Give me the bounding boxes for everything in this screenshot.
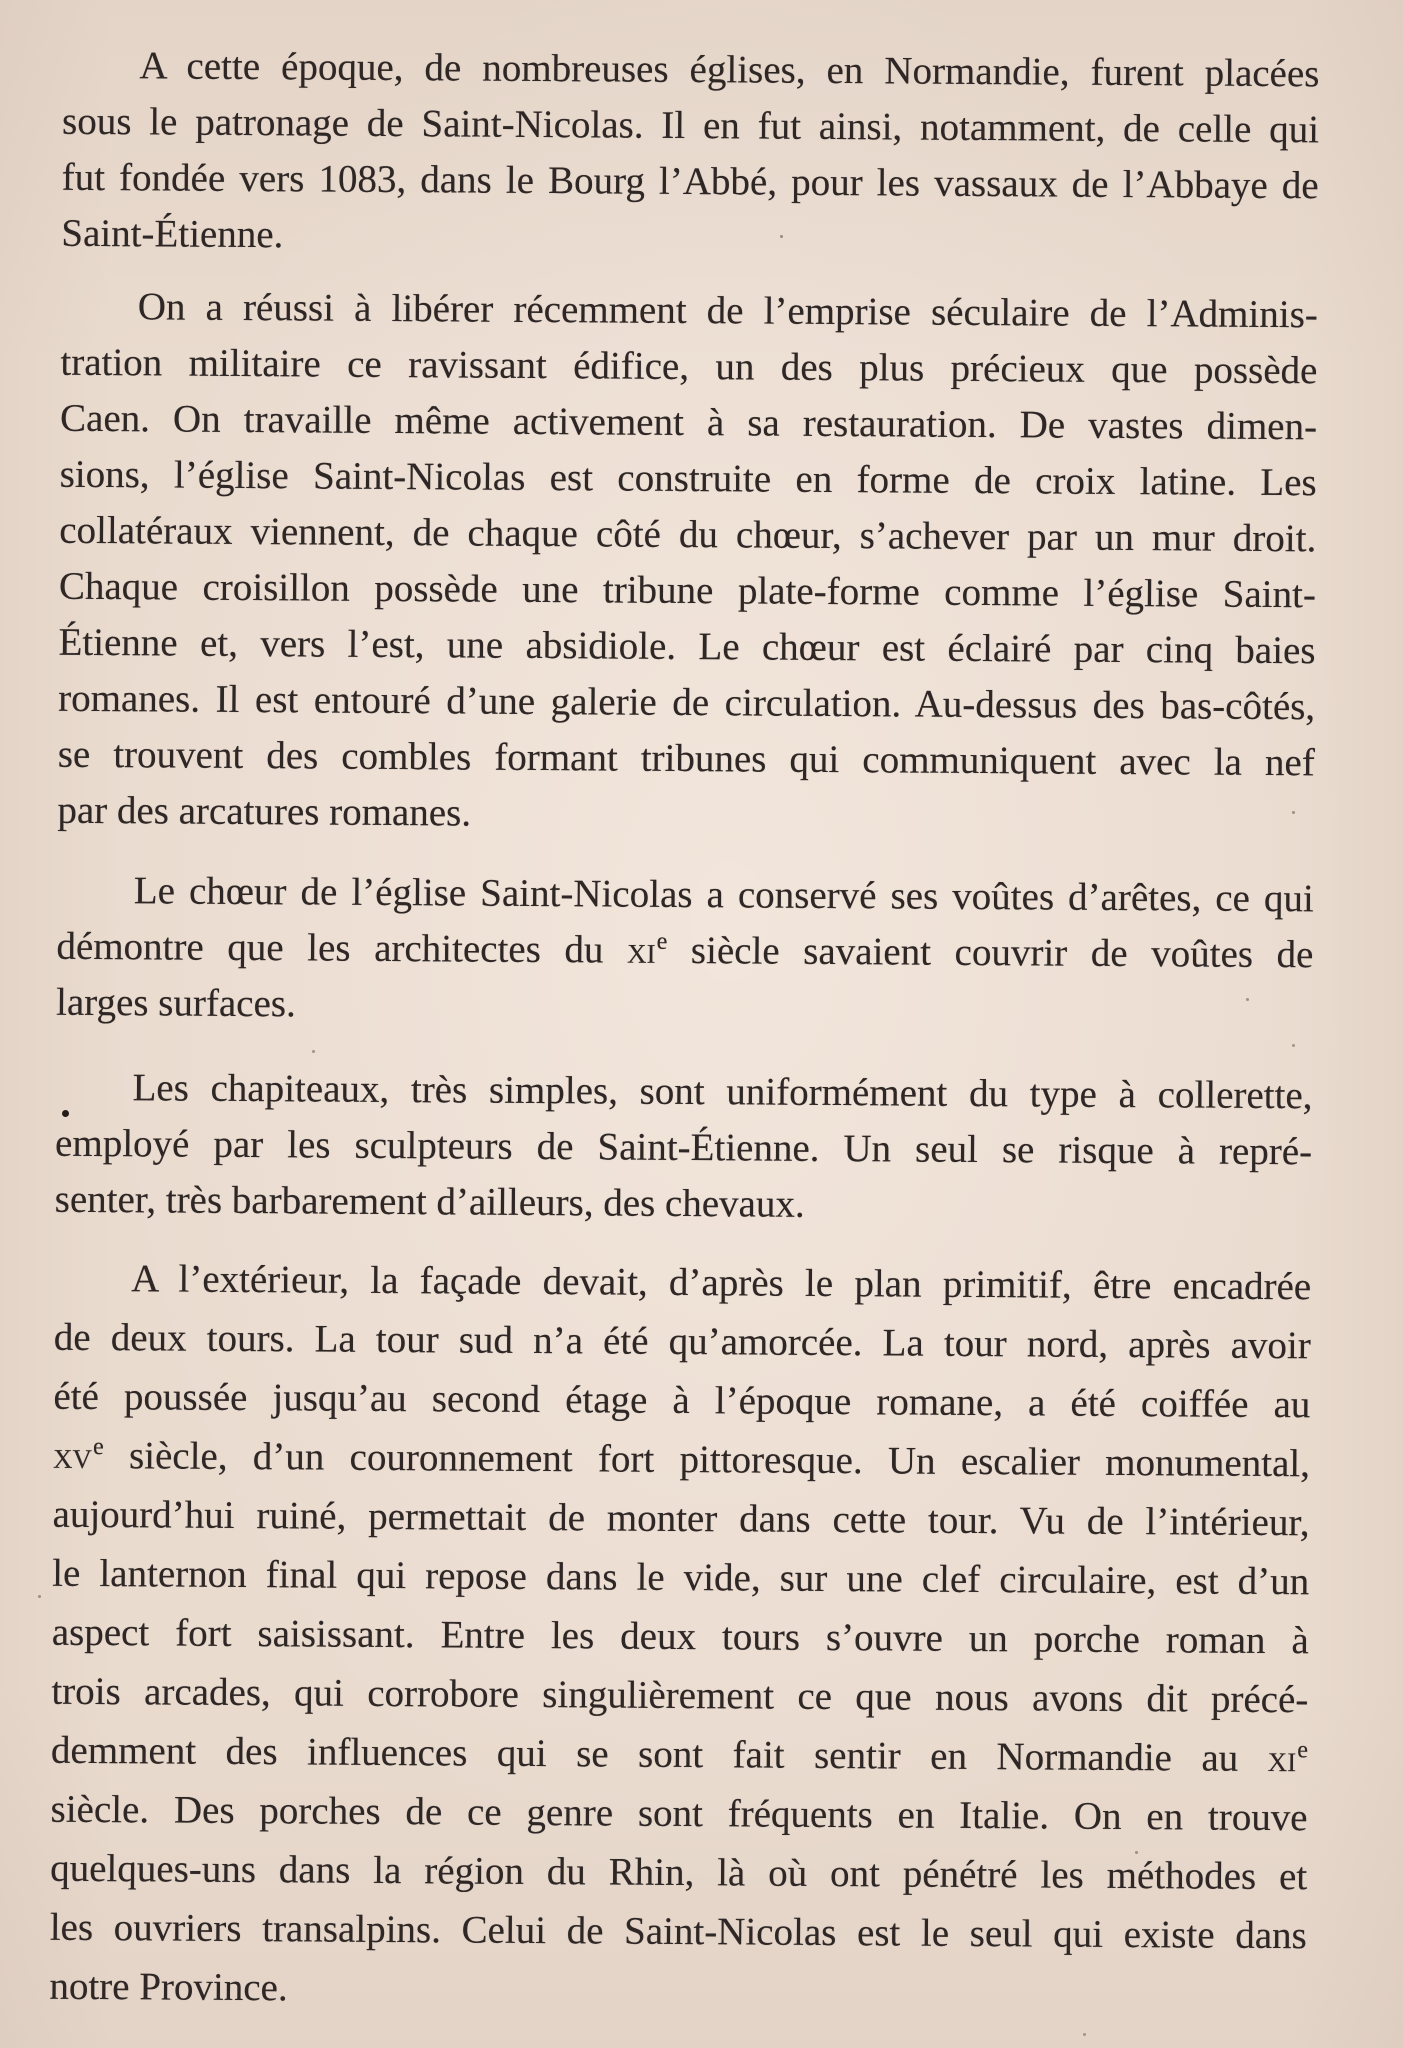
line-text: demment des influences qui se sont fait sentir en Normandie au xyxy=(50,1728,1268,1780)
text-line: sions, l’église Saint-Nicolas est construite en forme de croix latine. Les xyxy=(59,452,1317,505)
text-line: Chaque croisillon possède une tribune plate-forme comme l’église Saint- xyxy=(58,564,1317,617)
text-line: romanes. Il est entouré d’une galerie de circulation. Au-dessus des bas-côtés, xyxy=(58,676,1316,729)
text-line: par des arcatures romanes. xyxy=(57,788,472,835)
text-line: fut fondée vers 1083, dans le Bourg l’Abbé, pour les vassaux de l’Abbaye de xyxy=(61,155,1319,208)
text-line: tration militaire ce ravissant édifice, un des plus précieux que possède xyxy=(60,340,1318,393)
text-line: On a réussi à libérer récemment de l’emprise séculaire de l’Adminis- xyxy=(137,285,1318,337)
text-line: collatéraux viennent, de chaque côté du chœur, s’achever par un mur droit. xyxy=(59,508,1317,561)
text-line: Saint-Étienne. xyxy=(61,211,284,257)
paragraph-3 xyxy=(56,863,1314,1040)
text-line: employé par les sculpteurs de Saint-Étienne. Un seul se risque à repré- xyxy=(55,1121,1313,1174)
text-line: aspect fort saisissant. Entre les deux tours s’ouvre un porche roman à xyxy=(51,1610,1309,1663)
text-line: Le chœur de l’église Saint-Nicolas a conservé ses voûtes d’arêtes, ce qui xyxy=(133,869,1314,921)
text-line: siècle. Des porches de ce genre sont fréquents en Italie. On en trouve xyxy=(50,1787,1308,1840)
text-line: quelques-uns dans la région du Rhin, là où ont pénétré les méthodes et xyxy=(50,1846,1308,1899)
text-line: A cette époque, de nombreuses églises, en Normandie, furent placées xyxy=(139,44,1320,96)
text-line: se trouvent des combles formant tribunes qui communiquent avec la nef xyxy=(57,732,1315,785)
text-line xyxy=(56,919,1313,984)
century-superscript: e xyxy=(656,927,668,955)
text-line: le lanternon final qui repose dans le vide, sur une clef circulaire, est d’un xyxy=(52,1551,1310,1604)
century-numeral: xi xyxy=(1267,1736,1297,1781)
paragraph-5 xyxy=(49,1249,1311,2025)
paragraph-4 xyxy=(55,1060,1313,1237)
body-text xyxy=(49,6,1320,2035)
text-line xyxy=(53,1426,1310,1494)
paragraph-1 xyxy=(61,38,1319,271)
text-line: aujourd’hui ruiné, permettait de monter dans cette tour. Vu de l’intérieur, xyxy=(52,1492,1310,1545)
text-line: sous le patronage de Saint-Nicolas. Il en fut ainsi, notamment, de celle qui xyxy=(61,99,1320,152)
paper-speck xyxy=(38,1595,41,1598)
century-numeral: xi xyxy=(626,928,656,972)
paragraph-2 xyxy=(57,279,1318,848)
text-line: les ouvriers transalpins. Celui de Saint-Nicolas est le seul qui existe dans xyxy=(49,1905,1307,1958)
text-line: Caen. On travaille même activement à sa restauration. De vastes dimen- xyxy=(59,396,1318,449)
line-text: siècle savaient couvrir de voûtes de xyxy=(667,928,1314,977)
paper-speck xyxy=(1083,2033,1086,2036)
century-superscript: e xyxy=(92,1432,104,1460)
text-line: Les chapiteaux, très simples, sont uniformément du type à collerette, xyxy=(132,1066,1313,1118)
text-line: senter, très barbarement d’ailleurs, des chevaux. xyxy=(54,1177,805,1226)
century-numeral: xv xyxy=(52,1433,93,1477)
century-superscript: e xyxy=(1297,1735,1309,1763)
text-line xyxy=(51,1721,1308,1789)
text-line: Étienne et, vers l’est, une absidiole. Le chœur est éclairé par cinq baies xyxy=(58,620,1316,673)
text-line: notre Province. xyxy=(49,1964,288,2010)
line-text: démontre que les architectes du xyxy=(56,924,628,972)
text-line: été poussée jusqu’au second étage à l’époque romane, a été coiffée au xyxy=(53,1374,1311,1427)
text-line: larges surfaces. xyxy=(55,980,296,1026)
line-text: siècle, d’un couronnement fort pittoresque. Un escalier monumental, xyxy=(103,1434,1311,1486)
text-line: trois arcades, qui corrobore singulièrement ce que nous avons dit précé- xyxy=(51,1669,1309,1722)
text-line: A l’extérieur, la façade devait, d’après le plan primitif, être encadrée xyxy=(131,1257,1312,1309)
text-line: de deux tours. La tour sud n’a été qu’amorcée. La tour nord, après avoir xyxy=(53,1315,1311,1368)
